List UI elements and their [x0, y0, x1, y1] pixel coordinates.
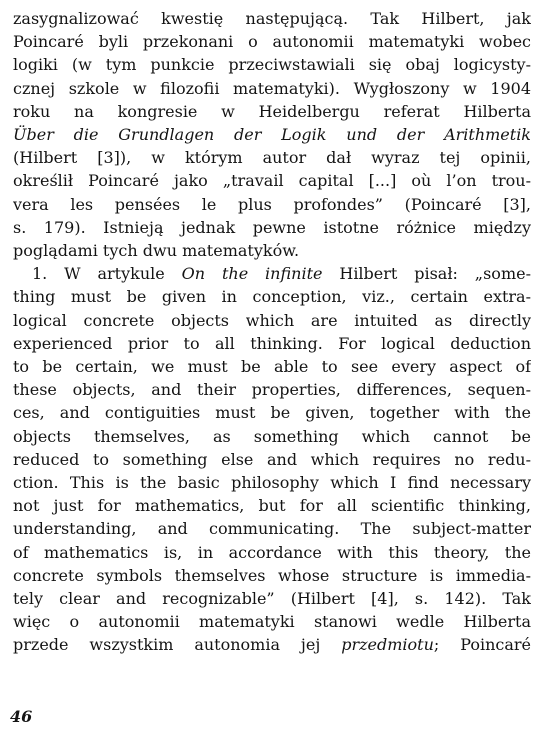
text-segment: understanding, and communicating. The subject-matter [13, 519, 531, 539]
text-segment: (Hilbert [3]), w którym autor dał wyraz tej opinii, [13, 148, 531, 168]
text-line [13, 169, 531, 192]
text-line [13, 633, 531, 656]
text-segment: Hilbert pisał: „some- [322, 264, 531, 284]
text-segment: experienced prior to all thinking. For logical deduction [13, 333, 531, 353]
text-segment: logiki (w tym punkcie przeciwstawiali się obaj logicysty- [13, 55, 531, 75]
text-line [13, 100, 531, 123]
text-segment: przede wszystkim autonomia jej [13, 635, 342, 655]
text-segment: objects themselves, as something which cannot be [13, 426, 531, 446]
text-line [13, 471, 531, 494]
text-segment: zasygnalizować kwestię następującą. Tak Hilbert, jak [13, 9, 531, 28]
text-segment: concrete symbols themselves whose structure is immedia- [13, 565, 531, 585]
text-segment: tely clear and recognizable” (Hilbert [4], s. 142). Tak [13, 589, 531, 608]
italic-text: On the infinite [181, 264, 323, 284]
text-line [13, 30, 531, 53]
text-line [13, 239, 531, 262]
text-line [13, 123, 531, 146]
text-segment: 1. W artykule [32, 264, 182, 284]
text-line [13, 309, 531, 332]
text-line [13, 517, 531, 540]
text-segment: s. 179). Istnieją jednak pewne istotne różnice między [13, 217, 531, 237]
text-line [13, 587, 531, 610]
text-segment: not just for mathematics, but for all scientific thinking, [13, 496, 531, 516]
text-segment: these objects, and their properties, differences, sequen- [13, 380, 531, 400]
italic-text: przedmiotu [341, 635, 434, 655]
text-segment: roku na kongresie w Heidelbergu referat Hilberta [13, 101, 531, 121]
text-segment: poglądami tych dwu matematyków. [13, 241, 300, 260]
text-line [13, 401, 531, 424]
text-segment: thing must be given in conception, viz., certain extra- [13, 287, 531, 307]
text-segment: cznej szkole w filozofii matematyki). Wygłoszony w 1904 [13, 78, 531, 98]
text-segment: ces, and contiguities must be given, together with the [13, 403, 531, 423]
text-segment: ction. This is the basic philosophy which I find necessary [13, 473, 531, 492]
text-segment: of mathematics is, in accordance with this theory, the [13, 542, 531, 562]
italic-text: Über die Grundlagen der Logik und der Arithmetik [13, 125, 531, 144]
text-segment: reduced to something else and which requires no redu- [13, 449, 531, 469]
text-line [13, 564, 531, 587]
text-line [13, 610, 531, 633]
text-line [13, 355, 531, 378]
text-line [13, 332, 531, 355]
text-line [13, 425, 531, 448]
text-line [13, 53, 531, 76]
text-segment: ; Poincaré [433, 635, 531, 655]
page-number: 46 [10, 707, 33, 726]
text-line [32, 262, 531, 285]
text-line [13, 448, 531, 471]
text-line [13, 146, 531, 169]
text-segment: Poincaré byli przekonani o autonomii matematyki wobec [13, 32, 531, 52]
text-line [13, 378, 531, 401]
text-line [13, 494, 531, 517]
text-line [13, 193, 531, 216]
text-segment: to be certain, we must be able to see every aspect of [13, 357, 531, 376]
text-segment: więc o autonomii matematyki stanowi wedle Hilberta [13, 612, 531, 632]
text-segment: vera les pensées le plus profondes” (Poincaré [3], [13, 194, 531, 214]
text-line [13, 7, 531, 30]
text-segment: logical concrete objects which are intuited as directly [13, 310, 531, 330]
text-line [13, 541, 531, 564]
text-segment: określił Poincaré jako „travail capital [...] où l’on trou- [13, 171, 531, 191]
text-line [13, 216, 531, 239]
text-line [13, 77, 531, 100]
text-line [13, 285, 531, 308]
